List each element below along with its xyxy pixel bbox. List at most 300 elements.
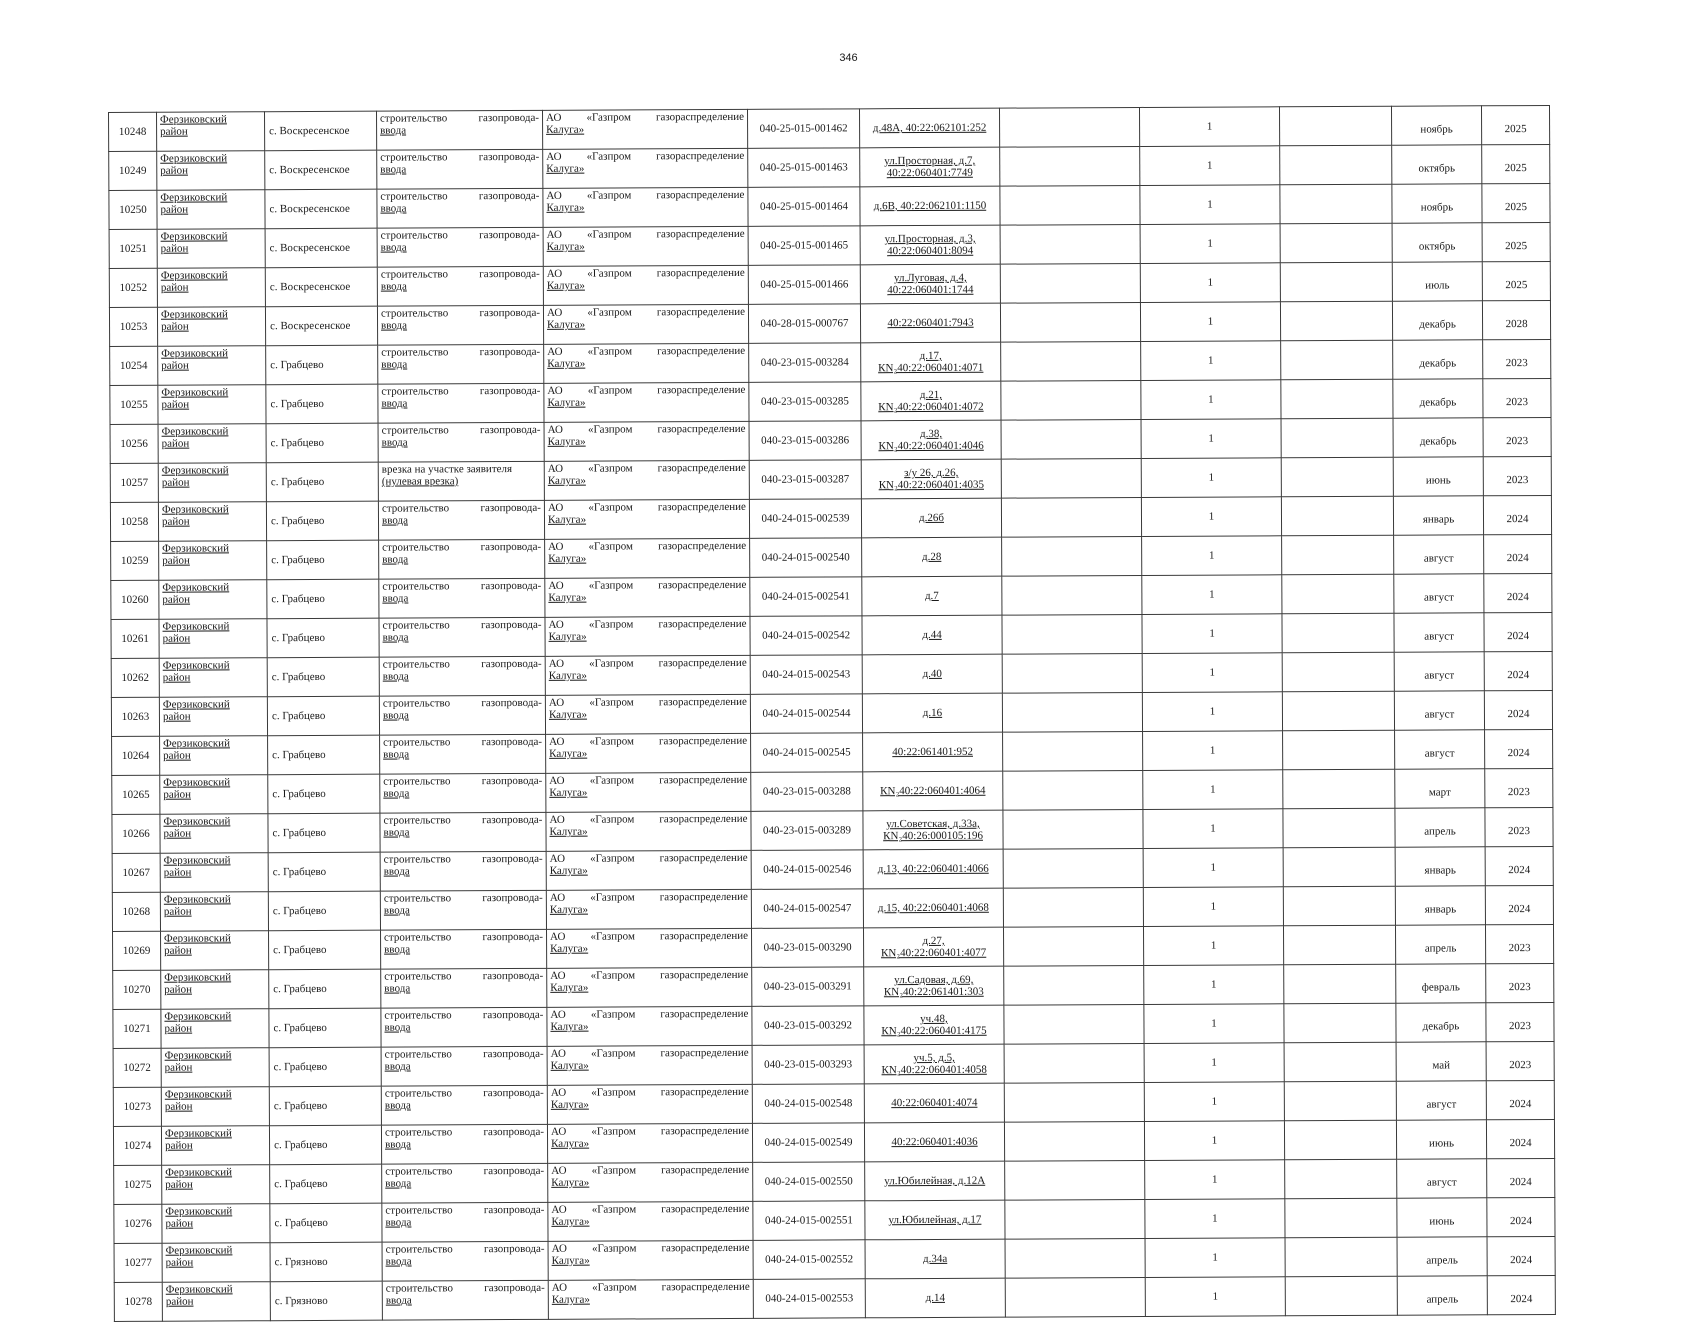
- district-line2: район: [160, 203, 189, 216]
- quantity-cell: 1: [1141, 380, 1281, 420]
- quantity-cell: 1: [1145, 1277, 1285, 1317]
- district-line1: Ферзиковский: [161, 464, 229, 477]
- empty-cell: [1001, 341, 1141, 381]
- month-cell: ноябрь: [1392, 184, 1482, 223]
- org-word: «Газпром: [591, 1125, 636, 1138]
- month-cell: август: [1394, 691, 1484, 730]
- org-word: «Газпром: [590, 1047, 636, 1060]
- work-line1-right: газопровода-: [479, 306, 541, 320]
- month-cell: август: [1394, 574, 1484, 613]
- work-type-cell: [377, 266, 543, 306]
- empty-cell: [1001, 458, 1141, 498]
- org-word: газораспределение: [659, 773, 748, 787]
- application-code-cell: 040-24-015-002547: [751, 889, 863, 929]
- year-cell: 2024: [1484, 651, 1552, 690]
- district-line2: район: [162, 593, 191, 606]
- work-line2: ввода: [384, 1099, 411, 1112]
- empty-cell: [1005, 1238, 1145, 1278]
- org-word: «Газпром: [586, 228, 632, 241]
- district-line1: Ферзиковский: [160, 269, 228, 282]
- address-line: ул.Юбилейная, д.12А: [884, 1174, 986, 1188]
- row-number: 10275: [114, 1165, 162, 1204]
- quantity-cell: 1: [1141, 458, 1281, 498]
- work-type-cell: [378, 461, 544, 501]
- org-line2: Калуга»: [550, 981, 589, 994]
- address-line: ул.Просторная, д.7,: [884, 154, 976, 168]
- work-line1-right: газопровода-: [483, 1086, 544, 1100]
- year-cell: 2024: [1487, 1275, 1555, 1314]
- org-line2: Калуга»: [550, 1020, 589, 1033]
- work-line1-left: строительство: [381, 424, 449, 437]
- work-line1-right: газопровода-: [478, 189, 540, 203]
- address-line: д.38,: [919, 427, 943, 441]
- work-line1-left: строительство: [380, 112, 448, 125]
- work-type-cell: [381, 1046, 547, 1086]
- address-line: д.14: [925, 1291, 946, 1305]
- empty-cell: [1281, 340, 1393, 380]
- work-line1-right: газопровода-: [480, 423, 541, 437]
- work-line2: ввода: [381, 358, 408, 371]
- org-word: АО: [546, 111, 562, 124]
- work-type-cell: [377, 305, 543, 345]
- org-line2: Калуга»: [549, 786, 588, 799]
- district-cell: [162, 1282, 270, 1322]
- organization-cell: [544, 382, 749, 422]
- address-line: д.6В, 40:22:062101:1150: [873, 199, 987, 213]
- district-line2: район: [164, 1100, 193, 1113]
- address-line: д.34а: [922, 1252, 948, 1266]
- month-cell: октябрь: [1392, 223, 1482, 262]
- org-word: АО: [550, 1008, 566, 1021]
- district-line1: Ферзиковский: [163, 815, 231, 828]
- year-cell: 2025: [1482, 222, 1550, 261]
- settlement-cell: с. Грязново: [270, 1242, 382, 1282]
- district-line2: район: [162, 710, 191, 723]
- org-word: АО: [546, 306, 563, 319]
- organization-cell: [546, 850, 751, 890]
- district-line1: Ферзиковский: [163, 776, 231, 789]
- month-cell: декабрь: [1393, 340, 1483, 379]
- empty-cell: [1003, 809, 1143, 849]
- district-line2: район: [162, 554, 190, 567]
- address-cell: [861, 381, 1001, 421]
- org-word: газораспределение: [657, 383, 746, 397]
- work-line1-right: газопровода-: [480, 540, 542, 554]
- empty-cell: [1005, 1199, 1145, 1239]
- organization-cell: [544, 343, 749, 383]
- row-number: 10255: [110, 385, 158, 424]
- organization-cell: [543, 226, 748, 266]
- row-number: 10278: [114, 1282, 162, 1321]
- organization-cell: [546, 889, 751, 929]
- address-cell: [865, 1278, 1005, 1318]
- district-line1: Ферзиковский: [162, 698, 230, 711]
- row-number: 10248: [109, 112, 157, 151]
- empty-cell: [1005, 1160, 1145, 1200]
- work-line2: ввода: [385, 1138, 412, 1151]
- org-word: газораспределение: [659, 890, 748, 904]
- work-line2: ввода: [384, 982, 411, 995]
- application-code-cell: 040-24-015-002542: [750, 616, 862, 656]
- district-cell: [161, 1126, 269, 1166]
- district-line2: район: [161, 476, 190, 489]
- empty-cell: [1279, 106, 1391, 146]
- settlement-cell: с. Воскресенское: [265, 150, 377, 190]
- district-cell: [159, 541, 267, 581]
- district-line2: район: [165, 1295, 194, 1308]
- year-cell: 2024: [1485, 885, 1553, 924]
- work-line1-right: газопровода-: [481, 696, 542, 710]
- org-word: АО: [546, 267, 563, 280]
- org-word: АО: [547, 423, 563, 436]
- quantity-cell: 1: [1144, 1004, 1284, 1044]
- work-line1-left: строительство: [385, 1204, 453, 1217]
- org-line2: Калуга»: [550, 1059, 589, 1072]
- org-word: «Газпром: [587, 306, 632, 319]
- empty-cell: [1004, 1121, 1144, 1161]
- address-cell: [860, 186, 1000, 226]
- work-type-cell: [381, 968, 547, 1008]
- quantity-cell: 1: [1139, 107, 1279, 147]
- org-word: «Газпром: [591, 1242, 637, 1255]
- year-cell: 2023: [1486, 1041, 1554, 1080]
- empty-cell: [1004, 965, 1144, 1005]
- work-line1-left: строительство: [382, 697, 451, 710]
- address-cell: [864, 1083, 1004, 1123]
- district-line2: район: [164, 983, 192, 996]
- address-line: д.16: [922, 706, 943, 720]
- organization-cell: [547, 1084, 752, 1124]
- month-cell: август: [1395, 730, 1485, 769]
- address-cell: [864, 966, 1004, 1006]
- org-word: «Газпром: [589, 774, 635, 787]
- empty-cell: [1284, 1120, 1396, 1160]
- empty-cell: [1283, 808, 1395, 848]
- address-cell: [863, 849, 1003, 889]
- application-code-cell: 040-24-015-002546: [751, 850, 863, 890]
- district-cell: [159, 580, 267, 620]
- org-word: газораспределение: [659, 812, 748, 826]
- org-line2: Калуга»: [549, 747, 588, 760]
- organization-cell: [546, 811, 751, 851]
- org-word: «Газпром: [591, 1086, 636, 1099]
- work-type-cell: [377, 188, 543, 228]
- work-line1-left: строительство: [383, 853, 451, 866]
- empty-cell: [1003, 887, 1143, 927]
- work-line2: ввода: [380, 124, 407, 137]
- district-cell: [160, 775, 268, 815]
- org-word: газораспределение: [656, 227, 745, 241]
- settlement-cell: с. Грабцево: [267, 696, 379, 736]
- quantity-cell: 1: [1141, 341, 1281, 381]
- month-cell: декабрь: [1393, 418, 1483, 457]
- settlement-cell: с. Грабцево: [269, 1008, 381, 1048]
- address-cell: [860, 303, 1000, 343]
- address-line: КN₂40:22:061401:303: [883, 985, 984, 999]
- work-type-cell: [381, 1007, 547, 1047]
- address-cell: [863, 810, 1003, 850]
- address-line: ул.Просторная, д.3,: [884, 232, 976, 246]
- application-code-cell: 040-23-015-003288: [751, 772, 863, 812]
- district-cell: [159, 619, 267, 659]
- organization-cell: [548, 1162, 753, 1202]
- district-cell: [157, 190, 265, 230]
- address-line: КN₂40:22:060401:4071: [878, 361, 984, 375]
- work-line2: ввода: [385, 1177, 412, 1190]
- org-word: «Газпром: [589, 813, 635, 826]
- row-number: 10273: [113, 1087, 161, 1126]
- application-code-cell: 040-24-015-002541: [750, 577, 862, 617]
- district-line1: Ферзиковский: [161, 503, 229, 516]
- quantity-cell: 1: [1140, 185, 1280, 225]
- empty-cell: [1283, 886, 1395, 926]
- org-word: «Газпром: [589, 735, 634, 748]
- address-line: уч.48,: [920, 1012, 948, 1026]
- settlement-cell: с. Воскресенское: [265, 189, 377, 229]
- work-line2: ввода: [382, 553, 409, 566]
- work-line2: ввода: [382, 709, 409, 722]
- month-cell: апрель: [1395, 808, 1485, 847]
- organization-cell: [543, 187, 748, 227]
- work-type-cell: [378, 383, 544, 423]
- work-type-cell: [377, 227, 543, 267]
- address-line: 40:22:060401:8094: [887, 244, 974, 258]
- district-line1: Ферзиковский: [161, 347, 229, 360]
- month-cell: июнь: [1396, 1120, 1486, 1159]
- address-cell: [860, 264, 1000, 304]
- empty-cell: [1285, 1276, 1397, 1316]
- work-line1-left: врезка на участке заявителя: [381, 463, 513, 476]
- organization-cell: [545, 694, 750, 734]
- work-line1-left: строительство: [382, 619, 450, 632]
- org-word: «Газпром: [589, 696, 634, 709]
- address-cell: [860, 225, 1000, 265]
- application-code-cell: 040-23-015-003290: [751, 928, 863, 968]
- empty-cell: [1281, 496, 1393, 536]
- settlement-cell: с. Грабцево: [268, 813, 380, 853]
- table-row: [114, 1275, 1555, 1321]
- district-line1: Ферзиковский: [162, 659, 230, 672]
- work-type-cell: [379, 578, 545, 618]
- district-line2: район: [161, 320, 189, 333]
- empty-cell: [1000, 263, 1140, 303]
- organization-cell: [546, 928, 751, 968]
- application-code-cell: 040-23-015-003284: [749, 343, 861, 383]
- month-cell: май: [1396, 1042, 1486, 1081]
- quantity-cell: 1: [1144, 1082, 1284, 1122]
- work-line1-right: газопровода-: [481, 774, 543, 788]
- address-cell: [863, 927, 1003, 967]
- org-word: «Газпром: [588, 579, 634, 592]
- quantity-cell: 1: [1144, 1121, 1284, 1161]
- work-line2: ввода: [385, 1294, 412, 1307]
- quantity-cell: 1: [1142, 536, 1282, 576]
- org-word: АО: [550, 1125, 567, 1138]
- quantity-cell: 1: [1143, 887, 1283, 927]
- month-cell: август: [1394, 613, 1484, 652]
- org-word: «Газпром: [587, 423, 633, 436]
- empty-cell: [1001, 497, 1141, 537]
- district-line1: Ферзиковский: [165, 1283, 233, 1296]
- district-line1: Ферзиковский: [162, 542, 230, 555]
- org-word: «Газпром: [591, 1203, 637, 1216]
- district-line2: район: [160, 242, 189, 255]
- work-line1-left: строительство: [384, 1048, 452, 1061]
- address-line: 40:22:060401:7943: [887, 316, 974, 330]
- district-line2: район: [162, 632, 191, 645]
- month-cell: октябрь: [1392, 145, 1482, 184]
- address-line: 40:22:061401:952: [892, 745, 973, 759]
- row-number: 10256: [110, 424, 158, 463]
- work-line1-left: строительство: [383, 736, 451, 749]
- org-word: газораспределение: [656, 266, 745, 280]
- org-word: газораспределение: [655, 110, 745, 124]
- address-cell: [863, 888, 1003, 928]
- organization-cell: [544, 499, 749, 539]
- org-line2: Калуга»: [547, 318, 586, 331]
- org-word: «Газпром: [586, 150, 632, 163]
- district-cell: [160, 853, 268, 893]
- row-number: 10258: [110, 502, 158, 541]
- year-cell: 2025: [1482, 261, 1550, 300]
- month-cell: январь: [1395, 886, 1485, 925]
- district-cell: [160, 736, 268, 776]
- empty-cell: [1002, 653, 1142, 693]
- month-cell: февраль: [1396, 964, 1486, 1003]
- address-cell: [862, 615, 1002, 655]
- work-type-cell: [379, 656, 545, 696]
- work-line1-left: строительство: [380, 229, 448, 242]
- row-number: 10272: [113, 1048, 161, 1087]
- quantity-cell: 1: [1143, 848, 1283, 888]
- org-word: газораспределение: [659, 929, 749, 943]
- settlement-cell: с. Воскресенское: [265, 111, 377, 151]
- empty-cell: [1284, 1081, 1396, 1121]
- address-line: КN₂40:22:060401:4064: [880, 784, 986, 798]
- work-line1-left: строительство: [382, 541, 450, 554]
- month-cell: январь: [1395, 847, 1485, 886]
- application-code-cell: 040-24-015-002545: [751, 733, 863, 773]
- org-word: «Газпром: [587, 384, 633, 397]
- district-line1: Ферзиковский: [163, 737, 230, 750]
- empty-cell: [999, 107, 1139, 147]
- address-line: д.26б: [918, 511, 944, 525]
- quantity-cell: 1: [1140, 146, 1280, 186]
- empty-cell: [1283, 925, 1395, 965]
- row-number: 10264: [112, 736, 160, 775]
- empty-cell: [1283, 847, 1395, 887]
- empty-cell: [1000, 146, 1140, 186]
- application-code-cell: 040-23-015-003292: [752, 1006, 864, 1046]
- row-number: 10266: [112, 814, 160, 853]
- application-code-cell: 040-23-015-003291: [752, 967, 864, 1007]
- month-cell: август: [1394, 652, 1484, 691]
- settlement-cell: с. Грабцево: [266, 462, 378, 502]
- row-number: 10260: [111, 580, 159, 619]
- application-code-cell: 040-25-015-001464: [748, 187, 860, 227]
- work-type-cell: [381, 1085, 547, 1125]
- work-line1-left: строительство: [383, 814, 451, 827]
- district-line2: район: [163, 749, 191, 762]
- address-line: КN₂40:22:060401:4175: [881, 1024, 987, 1038]
- org-word: АО: [547, 462, 564, 475]
- address-line: д.7: [924, 589, 939, 603]
- settlement-cell: с. Воскресенское: [265, 267, 377, 307]
- work-line1-left: строительство: [385, 1165, 453, 1178]
- empty-cell: [1002, 614, 1142, 654]
- org-line2: Калуга»: [546, 240, 585, 253]
- organization-cell: [544, 460, 749, 500]
- empty-cell: [1280, 184, 1392, 224]
- table-body: [109, 105, 1556, 1321]
- empty-cell: [1002, 575, 1142, 615]
- organization-cell: [547, 1045, 752, 1085]
- work-line1-left: строительство: [385, 1282, 454, 1295]
- application-code-cell: 040-25-015-001462: [747, 109, 859, 149]
- district-cell: [158, 346, 266, 386]
- district-line2: район: [164, 1061, 193, 1074]
- address-cell: [863, 771, 1003, 811]
- quantity-cell: 1: [1140, 224, 1280, 264]
- district-line2: район: [161, 437, 190, 450]
- organization-cell: [548, 1279, 753, 1319]
- year-cell: 2023: [1485, 768, 1553, 807]
- work-type-cell: [380, 773, 546, 813]
- org-line2: Калуга»: [547, 435, 586, 448]
- address-line: КN₂40:22:060401:4035: [878, 478, 985, 492]
- work-line1-right: газопровода-: [483, 1047, 544, 1061]
- district-line2: район: [165, 1139, 193, 1152]
- work-type-cell: [381, 929, 547, 969]
- address-line: з/у 26, д.26,: [904, 466, 959, 480]
- work-line1-right: газопровода-: [481, 657, 542, 671]
- settlement-cell: с. Грабцево: [266, 423, 378, 463]
- org-line2: Калуга»: [550, 942, 589, 955]
- org-word: АО: [549, 852, 566, 865]
- district-line2: район: [165, 1178, 193, 1191]
- district-line1: Ферзиковский: [160, 152, 228, 165]
- district-line2: район: [164, 1022, 193, 1035]
- district-line2: район: [161, 398, 190, 411]
- empty-cell: [1282, 691, 1394, 731]
- work-line1-right: газопровода-: [478, 111, 540, 125]
- work-line1-left: строительство: [381, 385, 449, 398]
- org-word: «Газпром: [588, 501, 633, 514]
- work-line1-right: газопровода-: [479, 345, 541, 359]
- work-line1-right: газопровода-: [479, 384, 541, 398]
- quantity-cell: 1: [1143, 770, 1283, 810]
- org-line2: Калуга»: [546, 201, 585, 214]
- quantity-cell: 1: [1145, 1160, 1285, 1200]
- work-line1-left: строительство: [380, 151, 448, 164]
- org-line2: Калуга»: [546, 162, 585, 175]
- org-word: «Газпром: [586, 111, 631, 124]
- district-line1: Ферзиковский: [160, 113, 227, 126]
- org-word: газораспределение: [658, 656, 747, 670]
- address-line: КN₂40:22:060401:4046: [878, 439, 984, 453]
- district-line2: район: [162, 671, 191, 684]
- district-line1: Ферзиковский: [161, 386, 229, 399]
- work-type-cell: [382, 1241, 548, 1281]
- organization-cell: [545, 577, 750, 617]
- district-cell: [162, 1165, 270, 1205]
- district-cell: [157, 151, 265, 191]
- empty-cell: [1282, 652, 1394, 692]
- district-line1: Ферзиковский: [165, 1205, 233, 1218]
- work-line2: ввода: [380, 202, 407, 215]
- address-cell: [859, 108, 999, 148]
- work-line1-left: строительство: [384, 1087, 453, 1100]
